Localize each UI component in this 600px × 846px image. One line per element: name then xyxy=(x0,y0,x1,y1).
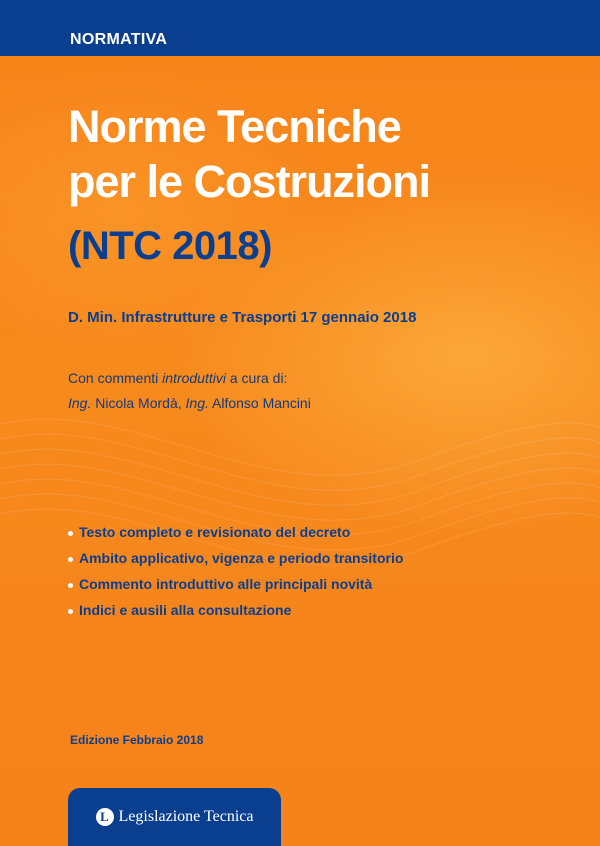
publisher-logo-icon: L xyxy=(96,808,114,826)
feature-item xyxy=(68,597,403,623)
feature-item xyxy=(68,545,403,571)
feature-item xyxy=(68,519,403,545)
title-line-1: Norme Tecniche xyxy=(68,101,401,152)
curated-italic: introduttivi xyxy=(162,370,226,386)
curated-by-line xyxy=(68,366,311,391)
author-1-name: Nicola Mordà, xyxy=(95,395,182,411)
edition-label: Edizione Febbraio 2018 xyxy=(70,733,204,747)
feature-text: Ambito applicativo, vigenza e periodo transitorio xyxy=(79,550,404,566)
curated-prefix: Con commenti xyxy=(68,370,159,386)
feature-text: Testo completo e revisionato del decreto xyxy=(79,524,351,540)
bullet-dot-icon xyxy=(68,583,73,588)
features-list xyxy=(68,519,403,623)
decree-reference: D. Min. Infrastrutture e Trasporti 17 gennaio 2018 xyxy=(68,309,417,326)
publisher-name: Legislazione Tecnica xyxy=(118,808,254,825)
authors-line xyxy=(68,391,311,416)
bullet-dot-icon xyxy=(68,557,73,562)
bullet-dot-icon xyxy=(68,609,73,614)
author-2-name: Alfonso Mancini xyxy=(212,395,311,411)
curators-block xyxy=(68,366,311,416)
book-title xyxy=(68,99,588,209)
feature-text: Commento introduttivo alle principali novità xyxy=(79,576,373,592)
series-label: NORMATIVA xyxy=(70,31,168,48)
top-banner xyxy=(0,0,600,56)
publisher-badge xyxy=(68,788,281,846)
feature-item xyxy=(68,571,403,597)
title-line-2: per le Costruzioni xyxy=(68,156,431,207)
feature-text: Indici e ausili alla consultazione xyxy=(79,602,292,618)
bullet-dot-icon xyxy=(68,531,73,536)
book-subtitle: (NTC 2018) xyxy=(68,224,272,268)
author-2-title: Ing. xyxy=(185,395,209,411)
author-1-title: Ing. xyxy=(68,395,92,411)
curated-suffix: a cura di: xyxy=(229,370,288,386)
